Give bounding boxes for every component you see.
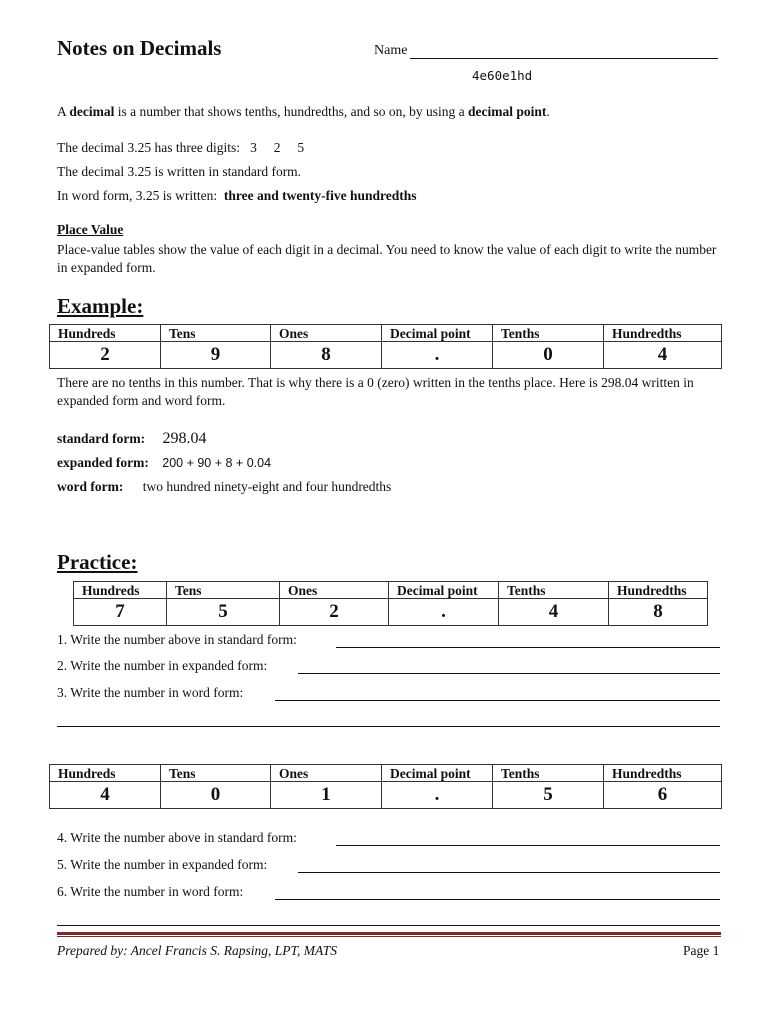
value-decimal-point: . — [382, 782, 493, 809]
header-hundredths: Hundredths — [609, 582, 708, 599]
answer-line-6[interactable] — [275, 899, 720, 900]
page-number: Page 1 — [683, 943, 720, 958]
answer-line-3[interactable] — [275, 700, 720, 701]
question-1: 1. Write the number above in standard form: — [57, 632, 297, 647]
definition-part: A — [57, 104, 70, 119]
footer-rule — [57, 932, 721, 935]
header-tens: Tens — [167, 582, 280, 599]
value-ones: 2 — [280, 599, 389, 626]
standard-form-value: 298.04 — [162, 430, 207, 447]
header-tenths: Tenths — [493, 325, 604, 342]
answer-line-5[interactable] — [298, 872, 720, 873]
header-hundreds: Hundreds — [50, 765, 161, 782]
practice-heading: Practice: — [57, 550, 138, 574]
answer-line-4[interactable] — [336, 845, 720, 846]
answer-line-2[interactable] — [298, 673, 720, 674]
example-note: There are no tenths in this number. That is why there is a 0 (zero) written in the tenths place. Here is 298.04 written in expanded form and word form. — [57, 375, 694, 408]
header-tenths: Tenths — [493, 765, 604, 782]
name-field[interactable] — [410, 58, 718, 59]
place-value-heading: Place Value — [57, 222, 124, 237]
value-tenths: 4 — [499, 599, 609, 626]
question-2: 2. Write the number in expanded form: — [57, 658, 268, 673]
definition-text — [57, 104, 550, 120]
definition-part: is a number that shows tenths, hundredths, and so on, by using a — [114, 104, 468, 119]
term-decimal-point: decimal point — [467, 104, 547, 119]
value-decimal-point: . — [389, 599, 499, 626]
footer-rule-thin — [57, 936, 721, 937]
header-hundredths: Hundredths — [604, 325, 722, 342]
word-form-prefix: In word form, 3.25 is written: — [57, 188, 224, 203]
document-code: 4e60e1hd — [472, 68, 533, 83]
term-decimal: decimal — [69, 104, 115, 119]
header-hundredths: Hundredths — [604, 765, 722, 782]
header-decimal-point: Decimal point — [382, 325, 493, 342]
header-decimal-point: Decimal point — [389, 582, 499, 599]
example-heading: Example: — [57, 294, 144, 318]
example-place-value-table — [49, 324, 722, 369]
answer-line-1[interactable] — [336, 647, 720, 648]
table-header-row — [50, 765, 722, 782]
header-tens: Tens — [161, 765, 271, 782]
value-hundredths: 8 — [609, 599, 708, 626]
page-title: Notes on Decimals — [57, 36, 222, 60]
question-5: 5. Write the number in expanded form: — [57, 857, 268, 872]
word-form-value: two hundred ninety-eight and four hundredths — [142, 479, 392, 494]
header-decimal-point: Decimal point — [382, 765, 493, 782]
table-header-row — [74, 582, 708, 599]
table-value-row — [74, 599, 708, 626]
word-form-example: three and twenty-five hundredths — [223, 188, 417, 203]
value-hundredths: 4 — [604, 342, 722, 369]
value-tenths: 5 — [493, 782, 604, 809]
value-hundreds: 7 — [74, 599, 167, 626]
question-3: 3. Write the number in word form: — [57, 685, 244, 700]
standard-form-row — [57, 430, 207, 448]
table-value-row — [50, 782, 722, 809]
footer-author: Prepared by: Ancel Francis S. Rapsing, LPT, MATS — [57, 943, 337, 958]
practice-table-2 — [49, 764, 722, 809]
header-tenths: Tenths — [499, 582, 609, 599]
question-6: 6. Write the number in word form: — [57, 884, 244, 899]
expanded-form-value: 200 + 90 + 8 + 0.04 — [162, 456, 272, 470]
answer-line-6-continued[interactable] — [57, 925, 720, 926]
value-ones: 8 — [271, 342, 382, 369]
answer-line-3-continued[interactable] — [57, 726, 720, 727]
header-hundreds: Hundreds — [74, 582, 167, 599]
definition-part: . — [546, 104, 550, 119]
value-hundreds: 2 — [50, 342, 161, 369]
name-label: Name — [374, 43, 408, 58]
word-form-line — [57, 188, 417, 204]
header-tens: Tens — [161, 325, 271, 342]
value-tens: 5 — [167, 599, 280, 626]
standard-form-line: The decimal 3.25 is written in standard form. — [57, 164, 302, 179]
expanded-form-row — [57, 455, 271, 471]
value-tens: 0 — [161, 782, 271, 809]
word-form-row — [57, 479, 391, 495]
value-ones: 1 — [271, 782, 382, 809]
standard-form-label: standard form: — [57, 431, 146, 446]
header-ones: Ones — [271, 765, 382, 782]
header-ones: Ones — [271, 325, 382, 342]
practice-table-1 — [73, 581, 708, 626]
table-header-row — [50, 325, 722, 342]
value-hundreds: 4 — [50, 782, 161, 809]
question-4: 4. Write the number above in standard form: — [57, 830, 297, 845]
header-ones: Ones — [280, 582, 389, 599]
expanded-form-label: expanded form: — [57, 455, 149, 470]
table-value-row — [50, 342, 722, 369]
value-decimal-point: . — [382, 342, 493, 369]
value-tens: 9 — [161, 342, 271, 369]
word-form-label: word form: — [57, 479, 124, 494]
digits-line: The decimal 3.25 has three digits: 3 2 5 — [57, 140, 305, 155]
header-hundreds: Hundreds — [50, 325, 161, 342]
place-value-paragraph: Place-value tables show the value of each digit in a decimal. You need to know the value of each digit to write the number in expanded form. — [57, 242, 717, 275]
value-tenths: 0 — [493, 342, 604, 369]
value-hundredths: 6 — [604, 782, 722, 809]
